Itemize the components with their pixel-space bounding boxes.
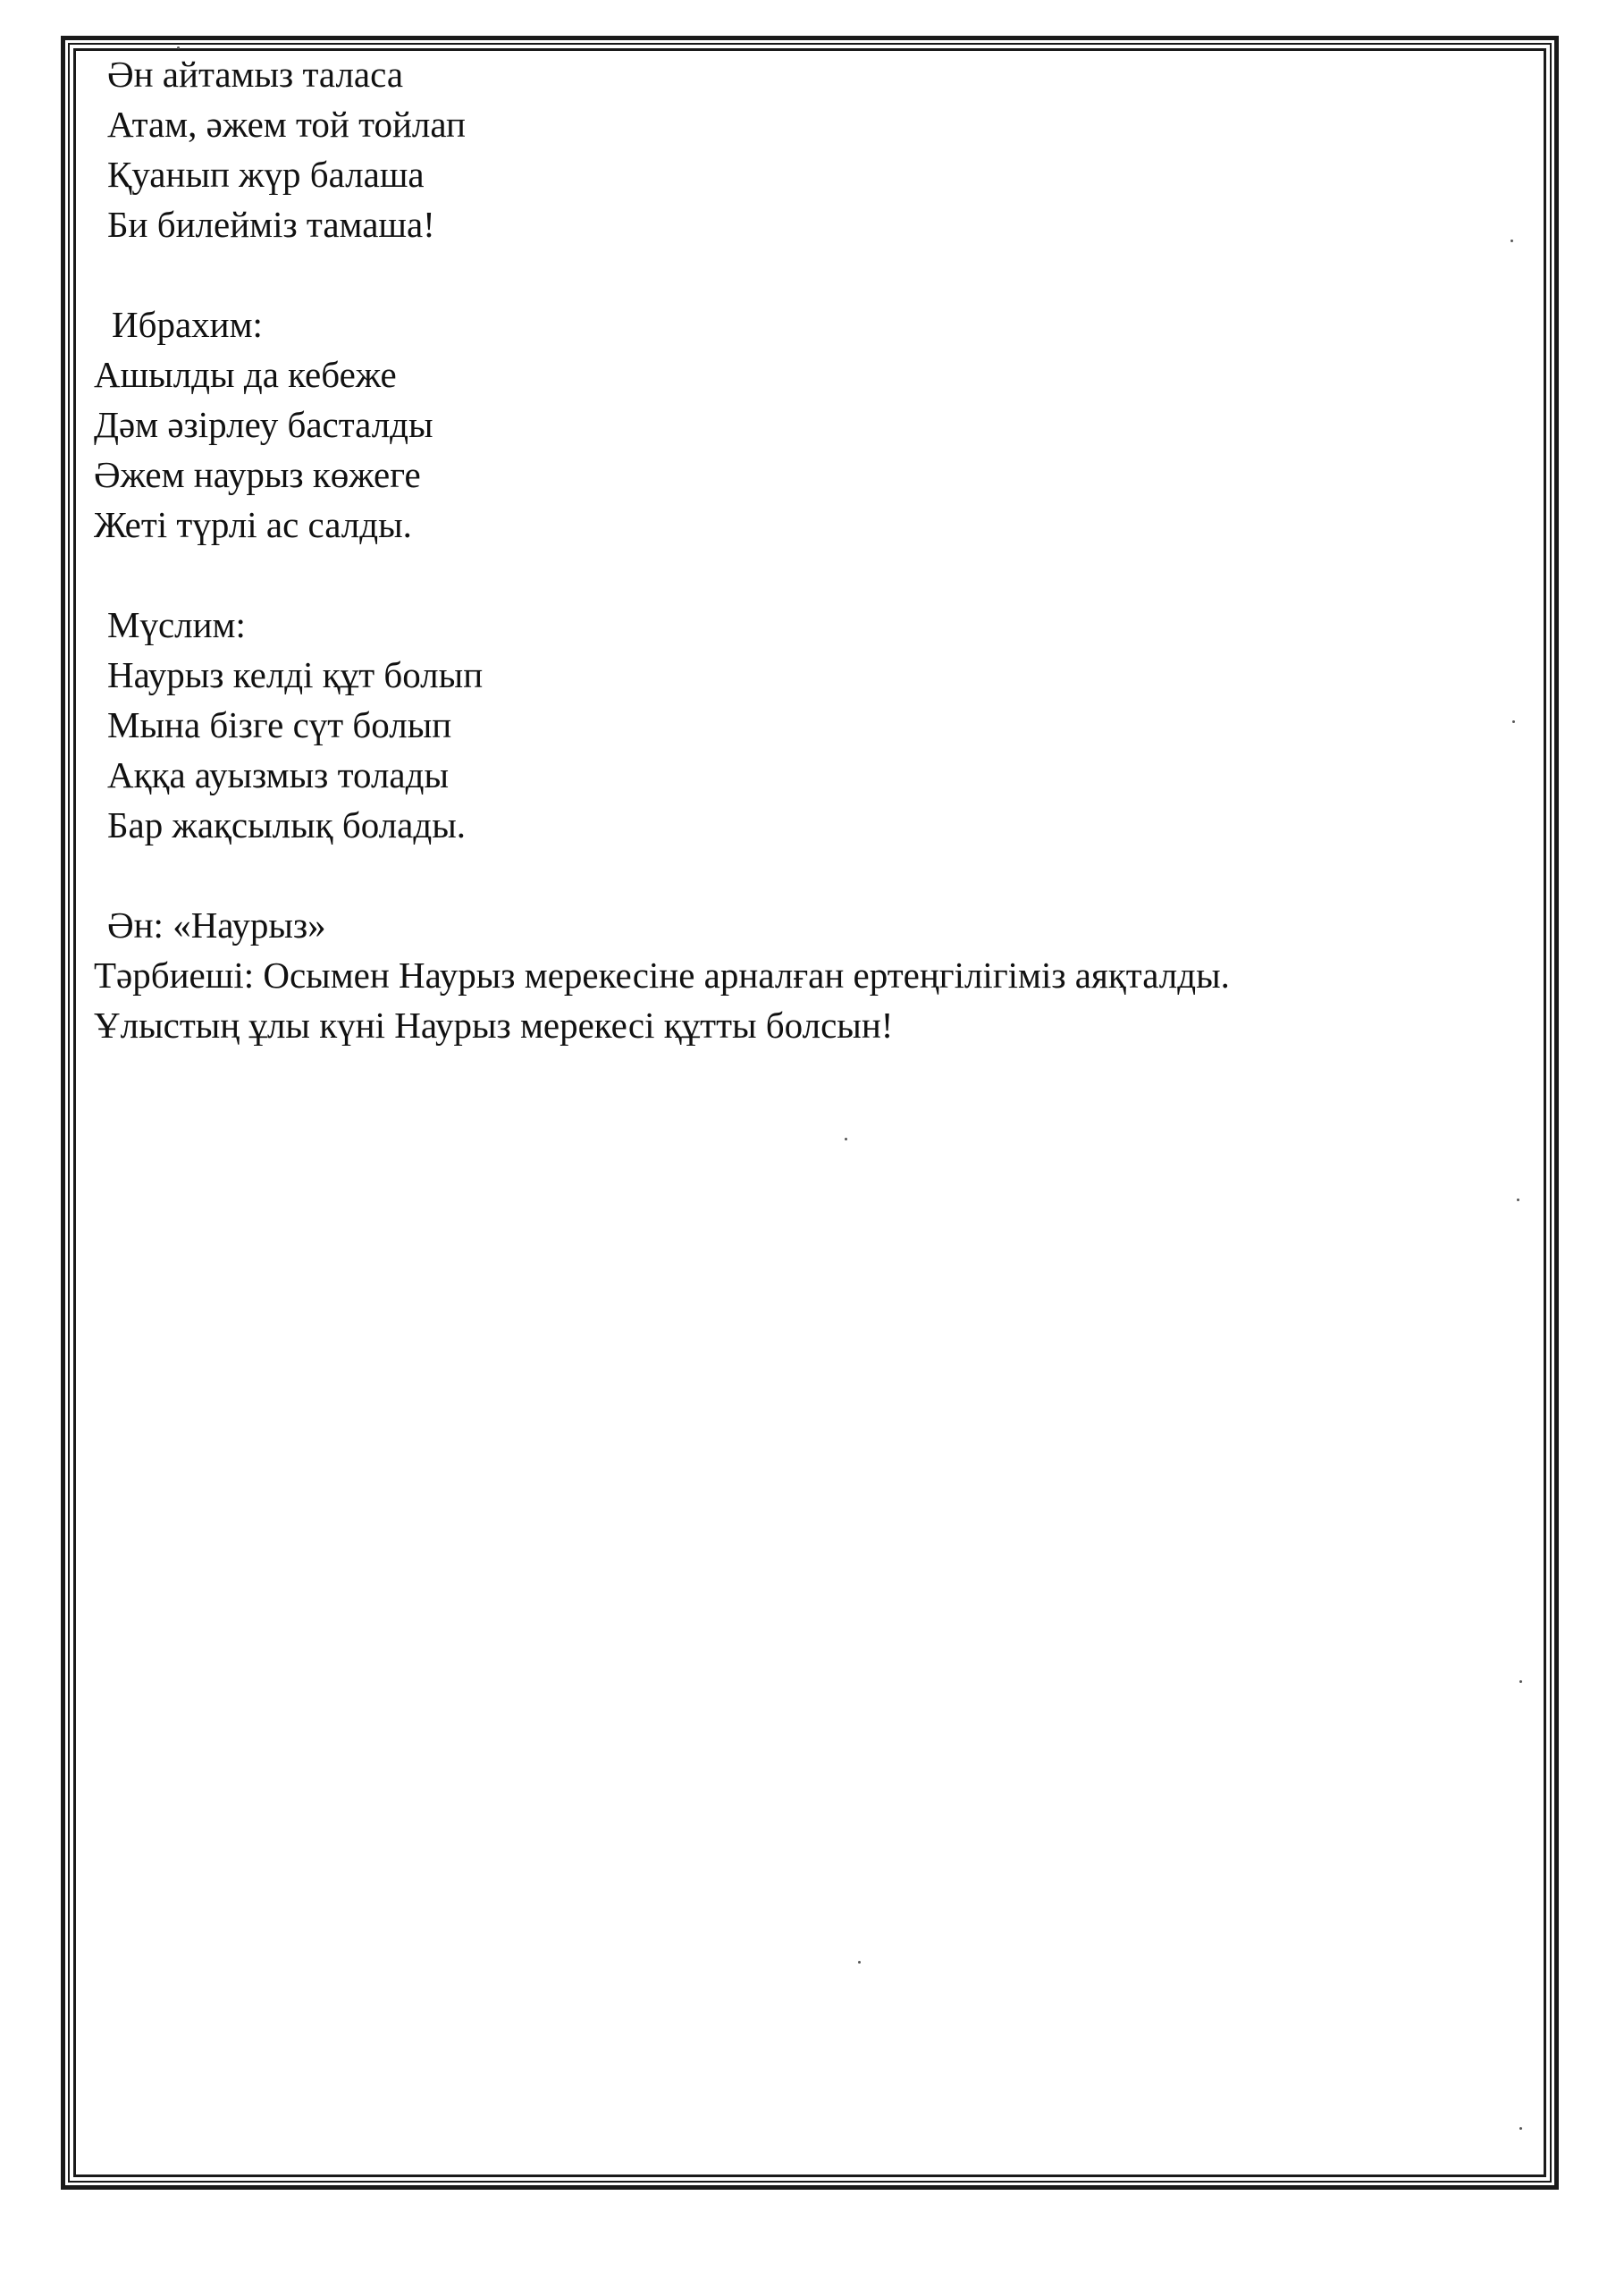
verse-line: Ән айтамыз таласа xyxy=(107,54,404,95)
verse-line: Мына бізге сүт болып xyxy=(107,704,452,745)
closing-section xyxy=(94,900,1524,1050)
verse-line: Қуанып жүр балаша xyxy=(107,154,425,195)
scan-speck xyxy=(845,1138,847,1140)
stanza-1 xyxy=(94,49,1524,249)
stanza-gap xyxy=(94,550,1524,600)
stanza-3 xyxy=(94,600,1524,850)
verse-line: Әжем наурыз көжеге xyxy=(94,454,421,495)
speaker-name: Ибрахим: xyxy=(112,304,263,345)
verse-line: Аққа ауызмыз толады xyxy=(107,754,450,795)
scan-speck xyxy=(1517,1199,1519,1201)
stanza-2 xyxy=(94,299,1524,550)
scan-speck xyxy=(1510,240,1513,242)
stanza-gap xyxy=(94,850,1524,900)
verse-line: Би билейміз тамаша! xyxy=(107,204,435,245)
verse-line: Ашылды да кебеже xyxy=(94,354,397,395)
scan-speck xyxy=(1512,720,1515,723)
verse-line: Наурыз келді құт болып xyxy=(107,654,484,695)
verse-line: Атам, әжем той тойлап xyxy=(107,104,466,145)
scan-speck xyxy=(1519,2127,1522,2130)
scan-speck xyxy=(858,1961,861,1964)
scan-speck xyxy=(177,46,180,49)
verse-line: Жеті түрлі ас салды. xyxy=(94,504,412,545)
teacher-line: Тәрбиеші: Осымен Наурыз мерекесіне арналған ертеңгілігіміз аяқталды. xyxy=(94,955,1230,996)
final-greeting: Ұлыстың ұлы күні Наурыз мерекесі құтты болсын! xyxy=(94,1005,894,1046)
document-text xyxy=(94,49,1524,1050)
song-title: Ән: «Наурыз» xyxy=(107,904,326,946)
verse-line: Дәм әзірлеу басталды xyxy=(94,404,433,445)
verse-line: Бар жақсылық болады. xyxy=(107,804,466,845)
scan-speck xyxy=(1519,1680,1522,1683)
stanza-gap xyxy=(94,249,1524,299)
speaker-name: Мүслим: xyxy=(107,604,246,645)
